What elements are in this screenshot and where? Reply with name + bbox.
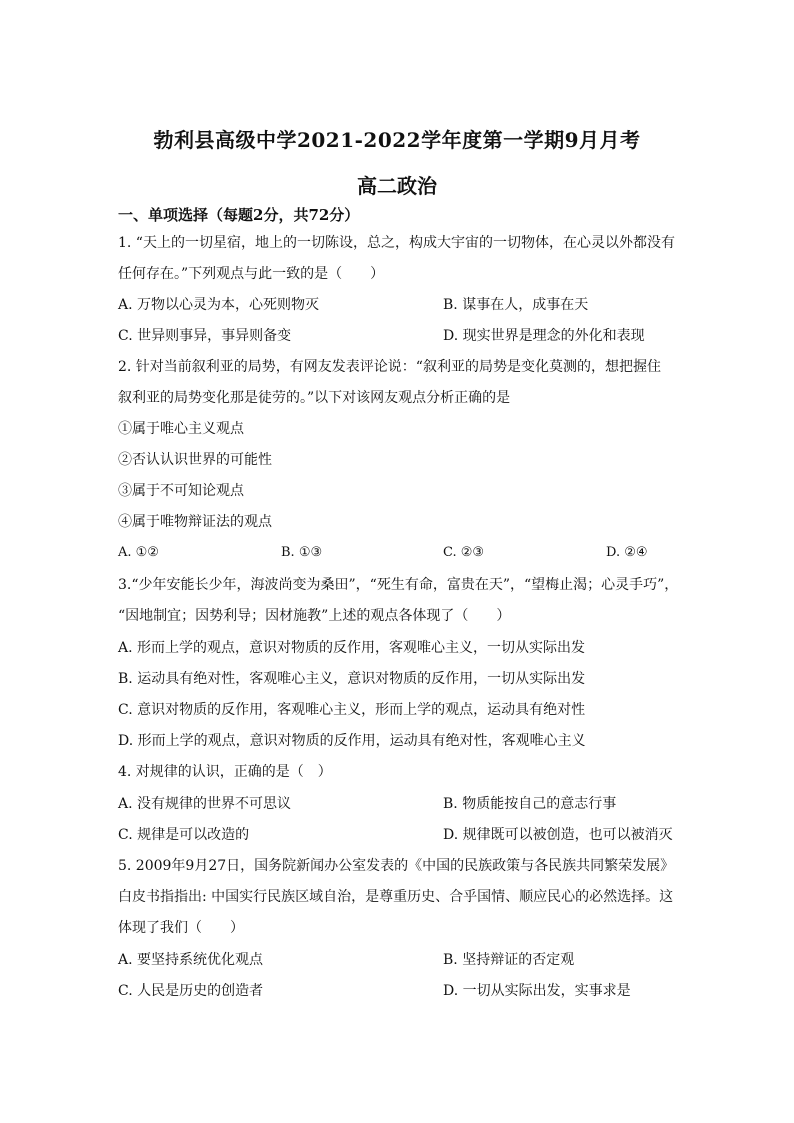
q5-stem-line-1: 5. 2009年9月27日，国务院新闻办公室发表的《中国的民族政策与各民族共同繁荣发展》	[118, 858, 675, 874]
q5-option-a: A. 要坚持系统优化观点	[118, 952, 264, 968]
section-heading: 一、单项选择（每题2分，共72分）	[118, 206, 360, 224]
q2-item-4: ④属于唯物辩证法的观点	[118, 514, 272, 530]
q2-stem-line-1: 2. 针对当前叙利亚的局势，有网友发表评论说：“叙利亚的局势是变化莫测的，想把握住	[118, 359, 661, 375]
q3-stem-line-2: “因地制宜；因势利导；因材施教”上述的观点各体现了（ ）	[118, 608, 511, 624]
exam-title: 勃利县高级中学2021-2022学年度第一学期9月月考	[153, 128, 641, 152]
q3-option-d: D. 形而上学的观点，意识对物质的反作用，运动具有绝对性，客观唯心主义	[118, 733, 586, 749]
q5-option-c: C. 人民是历史的创造者	[118, 983, 264, 999]
q5-stem-line-3: 体现了我们（ ）	[118, 920, 244, 936]
q2-item-1: ①属于唯心主义观点	[118, 421, 244, 437]
q1-option-d: D. 现实世界是理念的外化和表现	[443, 328, 645, 344]
q2-option-c: C. ②③	[443, 545, 485, 560]
q2-option-a: A. ①②	[118, 545, 159, 560]
q2-stem-line-2: 叙利亚的局势变化那是徒劳的。”以下对该网友观点分析正确的是	[118, 390, 511, 406]
q3-stem-line-1: 3.“少年安能长少年，海波尚变为桑田”，“死生有命，富贵在天”，“望梅止渴；心灵手巧”，	[118, 577, 679, 593]
q4-option-b: B. 物质能按自己的意志行事	[443, 796, 617, 812]
q1-option-c: C. 世异则事异，事异则备变	[118, 328, 292, 344]
q5-option-d: D. 一切从实际出发，实事求是	[443, 983, 631, 999]
q2-item-3: ③属于不可知论观点	[118, 483, 244, 499]
q5-option-b: B. 坚持辩证的否定观	[443, 952, 575, 968]
q2-option-d: D. ②④	[606, 545, 648, 560]
q1-stem-line-2: 任何存在。”下列观点与此一致的是（ ）	[118, 266, 385, 282]
q1-stem-line-1: 1. “天上的一切星宿，地上的一切陈设，总之，构成大宇宙的一切物体，在心灵以外都没有	[118, 235, 675, 251]
q3-option-a: A. 形而上学的观点，意识对物质的反作用，客观唯心主义，一切从实际出发	[118, 640, 586, 656]
q5-stem-line-2: 白皮书指指出: 中国实行民族区域自治，是尊重历史、合乎国情、顺应民心的必然选择。这	[118, 889, 674, 905]
exam-subject: 高二政治	[357, 174, 437, 198]
q2-option-b: B. ①③	[281, 545, 323, 560]
q3-option-b: B. 运动具有绝对性，客观唯心主义，意识对物质的反作用，一切从实际出发	[118, 671, 586, 687]
q1-option-a: A. 万物以心灵为本，心死则物灭	[118, 297, 320, 313]
q4-option-d: D. 规律既可以被创造，也可以被消灭	[443, 827, 673, 843]
q4-stem-line-1: 4. 对规律的认识，正确的是（ ）	[118, 764, 332, 780]
q2-item-2: ②否认认识世界的可能性	[118, 452, 272, 468]
q4-option-a: A. 没有规律的世界不可思议	[118, 796, 292, 812]
q4-option-c: C. 规律是可以改造的	[118, 827, 250, 843]
q3-option-c: C. 意识对物质的反作用，客观唯心主义，形而上学的观点，运动具有绝对性	[118, 702, 586, 718]
q1-option-b: B. 谋事在人，成事在天	[443, 297, 589, 313]
